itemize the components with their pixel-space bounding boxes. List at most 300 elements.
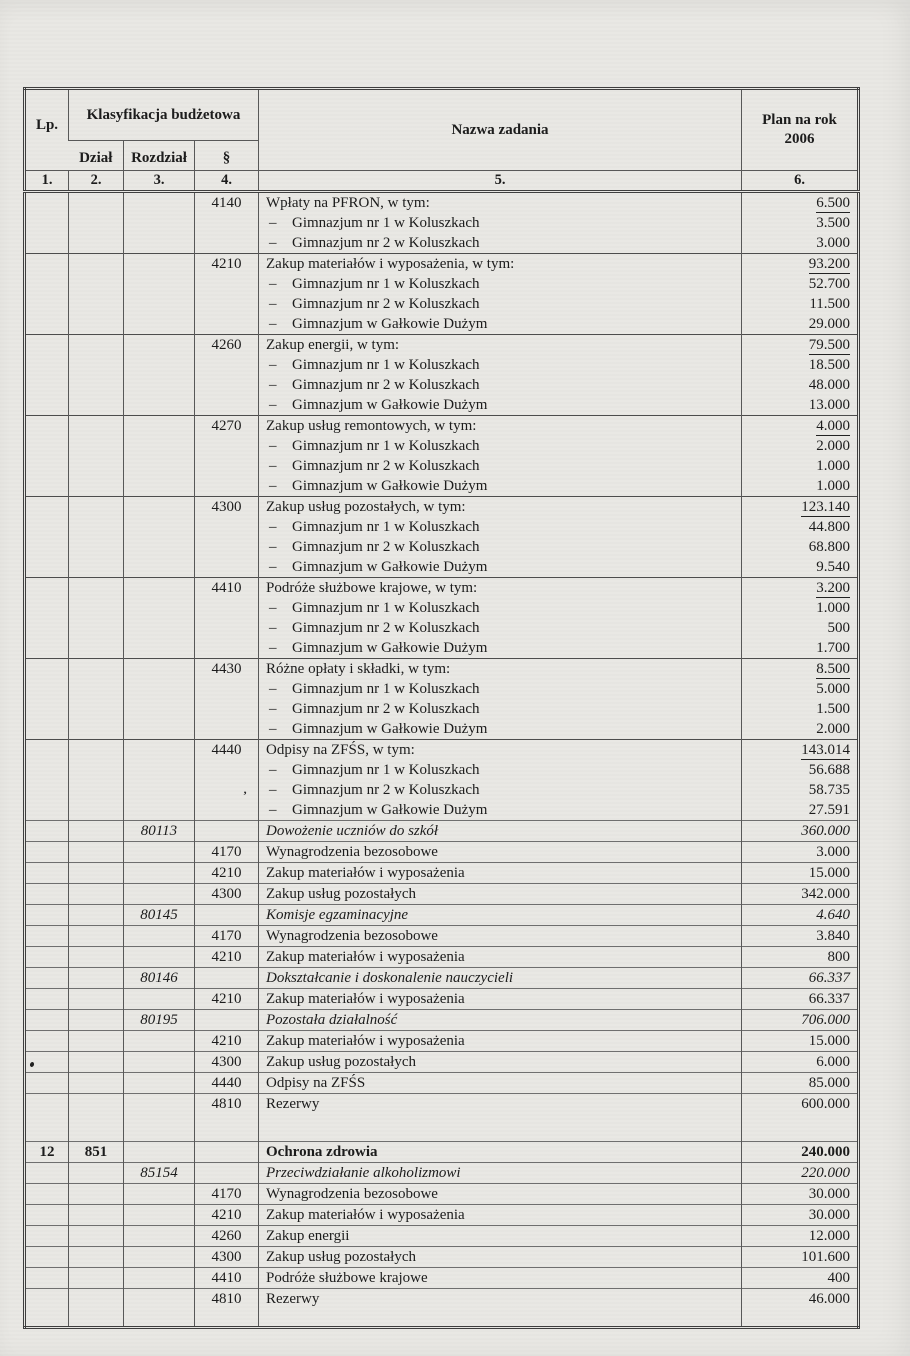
cell-val: 4.000 <box>742 416 859 437</box>
list-dash: – <box>269 437 277 454</box>
cell-par <box>195 314 259 335</box>
cell-val: 6.000 <box>742 1052 859 1073</box>
table-row <box>25 254 859 275</box>
cell-lp <box>25 537 69 557</box>
cell-val: 66.337 <box>742 968 859 989</box>
cell-name: – Gimnazjum nr 2 w Koluszkach <box>259 294 742 314</box>
cell-lp <box>25 740 69 761</box>
cell-val: 1.000 <box>742 476 859 497</box>
cell-dzial <box>69 375 124 395</box>
cell-lp <box>25 884 69 905</box>
col-number-4: 4. <box>195 171 259 192</box>
list-dash: – <box>269 761 277 778</box>
list-dash: – <box>269 538 277 555</box>
cell-name: Wynagrodzenia bezosobowe <box>259 842 742 863</box>
cell-par <box>195 760 259 780</box>
cell-lp <box>25 968 69 989</box>
cell-rozdzial <box>124 740 195 761</box>
cell-rozdzial: 80146 <box>124 968 195 989</box>
cell-rozdzial <box>124 1247 195 1268</box>
cell-rozdzial <box>124 989 195 1010</box>
cell-lp <box>25 659 69 680</box>
cell-rozdzial <box>124 800 195 821</box>
cell-par: 4810 <box>195 1094 259 1115</box>
cell-name <box>259 1309 742 1328</box>
table-row <box>25 537 859 557</box>
cell-name: Zakup materiałów i wyposażenia <box>259 1031 742 1052</box>
cell-rozdzial <box>124 537 195 557</box>
table-header <box>25 89 859 192</box>
cell-dzial <box>69 537 124 557</box>
cell-dzial <box>69 780 124 800</box>
cell-name: – Gimnazjum nr 1 w Koluszkach <box>259 760 742 780</box>
cell-rozdzial <box>124 1268 195 1289</box>
cell-name: Różne opłaty i składki, w tym: <box>259 659 742 680</box>
cell-lp <box>25 213 69 233</box>
cell-val: 2.000 <box>742 719 859 740</box>
cell-dzial <box>69 476 124 497</box>
cell-val: 66.337 <box>742 989 859 1010</box>
cell-rozdzial <box>124 578 195 599</box>
cell-par: 4410 <box>195 1268 259 1289</box>
cell-par <box>195 905 259 926</box>
table-row <box>25 476 859 497</box>
table-row <box>25 1184 859 1205</box>
cell-lp <box>25 638 69 659</box>
scan-artifact: ’ <box>243 788 247 802</box>
cell-lp <box>25 598 69 618</box>
cell-name: – Gimnazjum nr 1 w Koluszkach <box>259 436 742 456</box>
cell-rozdzial <box>124 1052 195 1073</box>
list-dash: – <box>269 234 277 251</box>
cell-par <box>195 456 259 476</box>
cell-rozdzial <box>124 375 195 395</box>
cell-name: – Gimnazjum w Gałkowie Dużym <box>259 719 742 740</box>
table-row <box>25 456 859 476</box>
table-body <box>25 192 859 1328</box>
cell-par: 4810 <box>195 1289 259 1310</box>
col-header-klasyfikacja: Klasyfikacja budżetowa <box>69 89 259 141</box>
col-header-paragraf: § <box>195 141 259 171</box>
list-dash: – <box>269 295 277 312</box>
cell-name: – Gimnazjum nr 1 w Koluszkach <box>259 355 742 375</box>
cell-val: 11.500 <box>742 294 859 314</box>
cell-dzial <box>69 1309 124 1328</box>
cell-val: 101.600 <box>742 1247 859 1268</box>
table-row <box>25 497 859 518</box>
cell-val: 93.200 <box>742 254 859 275</box>
cell-val: 500 <box>742 618 859 638</box>
cell-par: 4300 <box>195 1052 259 1073</box>
list-dash: – <box>269 396 277 413</box>
cell-name: Zakup materiałów i wyposażenia <box>259 1205 742 1226</box>
cell-lp <box>25 1073 69 1094</box>
table-row <box>25 740 859 761</box>
cell-lp <box>25 517 69 537</box>
cell-dzial <box>69 638 124 659</box>
cell-lp <box>25 355 69 375</box>
cell-val: 30.000 <box>742 1205 859 1226</box>
table-row <box>25 926 859 947</box>
cell-val: 12.000 <box>742 1226 859 1247</box>
table-row <box>25 1052 859 1073</box>
cell-name: Przeciwdziałanie alkoholizmowi <box>259 1163 742 1184</box>
list-dash: – <box>269 457 277 474</box>
cell-val: 85.000 <box>742 1073 859 1094</box>
cell-dzial <box>69 863 124 884</box>
cell-lp <box>25 557 69 578</box>
cell-name: – Gimnazjum nr 2 w Koluszkach <box>259 233 742 254</box>
cell-name: – Gimnazjum nr 1 w Koluszkach <box>259 679 742 699</box>
cell-rozdzial <box>124 497 195 518</box>
cell-par: 4210 <box>195 254 259 275</box>
cell-dzial <box>69 598 124 618</box>
table-row <box>25 699 859 719</box>
table-row <box>25 968 859 989</box>
cell-lp <box>25 863 69 884</box>
table-row <box>25 1247 859 1268</box>
cell-val: 13.000 <box>742 395 859 416</box>
cell-par: 4170 <box>195 926 259 947</box>
cell-par <box>195 638 259 659</box>
cell-rozdzial: 80113 <box>124 821 195 842</box>
cell-val: 240.000 <box>742 1142 859 1163</box>
cell-par <box>195 780 259 800</box>
cell-val <box>742 1114 859 1142</box>
cell-name: Dokształcanie i doskonalenie nauczycieli <box>259 968 742 989</box>
cell-val: 360.000 <box>742 821 859 842</box>
cell-lp <box>25 497 69 518</box>
cell-par: 4410 <box>195 578 259 599</box>
cell-rozdzial <box>124 618 195 638</box>
cell-rozdzial <box>124 476 195 497</box>
table-row <box>25 1073 859 1094</box>
cell-lp <box>25 456 69 476</box>
cell-rozdzial <box>124 780 195 800</box>
cell-name: Zakup energii, w tym: <box>259 335 742 356</box>
cell-rozdzial <box>124 1094 195 1115</box>
cell-val: 6.500 <box>742 192 859 214</box>
list-dash: – <box>269 781 277 798</box>
cell-lp <box>25 1289 69 1310</box>
cell-lp <box>25 1094 69 1115</box>
cell-lp <box>25 578 69 599</box>
col-header-nazwa-zadania: Nazwa zadania <box>259 89 742 171</box>
plan-label-year: 2006 <box>784 131 815 147</box>
cell-name: Zakup usług pozostałych <box>259 884 742 905</box>
cell-rozdzial <box>124 1309 195 1328</box>
table-row <box>25 375 859 395</box>
cell-dzial <box>69 947 124 968</box>
table-row <box>25 884 859 905</box>
cell-dzial <box>69 1184 124 1205</box>
cell-val: 46.000 <box>742 1289 859 1310</box>
list-dash: – <box>269 558 277 575</box>
cell-val: 44.800 <box>742 517 859 537</box>
cell-par <box>195 1163 259 1184</box>
cell-name: Podróże służbowe krajowe <box>259 1268 742 1289</box>
table-row <box>25 355 859 375</box>
cell-rozdzial <box>124 1114 195 1142</box>
cell-rozdzial <box>124 926 195 947</box>
cell-name: Zakup usług pozostałych <box>259 1247 742 1268</box>
cell-lp <box>25 1163 69 1184</box>
cell-lp <box>25 699 69 719</box>
cell-par <box>195 719 259 740</box>
table-row <box>25 989 859 1010</box>
cell-val: 79.500 <box>742 335 859 356</box>
cell-lp <box>25 294 69 314</box>
cell-par <box>195 699 259 719</box>
cell-dzial <box>69 968 124 989</box>
cell-par <box>195 233 259 254</box>
cell-val: 220.000 <box>742 1163 859 1184</box>
cell-val: 1.700 <box>742 638 859 659</box>
cell-rozdzial <box>124 213 195 233</box>
cell-dzial <box>69 1163 124 1184</box>
cell-lp <box>25 618 69 638</box>
cell-dzial <box>69 699 124 719</box>
table-row <box>25 436 859 456</box>
cell-val: 15.000 <box>742 1031 859 1052</box>
cell-name: Zakup usług remontowych, w tym: <box>259 416 742 437</box>
cell-dzial <box>69 233 124 254</box>
cell-name: Odpisy na ZFŚS, w tym: <box>259 740 742 761</box>
table-row <box>25 719 859 740</box>
cell-rozdzial <box>124 947 195 968</box>
cell-val: 3.000 <box>742 842 859 863</box>
table-row <box>25 1205 859 1226</box>
cell-name: Wynagrodzenia bezosobowe <box>259 1184 742 1205</box>
col-number-6: 6. <box>742 171 859 192</box>
cell-val: 5.000 <box>742 679 859 699</box>
table-row <box>25 1010 859 1031</box>
cell-lp <box>25 375 69 395</box>
col-header-dzial: Dział <box>79 150 113 166</box>
cell-val: 68.800 <box>742 537 859 557</box>
list-dash: – <box>269 639 277 656</box>
cell-val: 123.140 <box>742 497 859 518</box>
cell-lp <box>25 679 69 699</box>
cell-dzial <box>69 213 124 233</box>
cell-par <box>195 1309 259 1328</box>
cell-lp <box>25 416 69 437</box>
cell-dzial <box>69 294 124 314</box>
cell-rozdzial <box>124 699 195 719</box>
cell-par <box>195 598 259 618</box>
cell-par <box>195 679 259 699</box>
cell-par: 4210 <box>195 989 259 1010</box>
list-dash: – <box>269 518 277 535</box>
plan-label-line1: Plan na rok <box>762 111 837 128</box>
cell-par: 4430 <box>195 659 259 680</box>
cell-rozdzial <box>124 314 195 335</box>
cell-lp <box>25 1184 69 1205</box>
cell-par <box>195 355 259 375</box>
table-row <box>25 863 859 884</box>
cell-lp <box>25 254 69 275</box>
cell-name: – Gimnazjum nr 2 w Koluszkach <box>259 375 742 395</box>
cell-dzial <box>69 1031 124 1052</box>
cell-lp <box>25 760 69 780</box>
table-row <box>25 905 859 926</box>
cell-rozdzial <box>124 192 195 214</box>
list-dash: – <box>269 477 277 494</box>
cell-rozdzial <box>124 517 195 537</box>
cell-dzial <box>69 679 124 699</box>
cell-par <box>195 213 259 233</box>
cell-name: Rezerwy <box>259 1094 742 1115</box>
cell-name: – Gimnazjum nr 1 w Koluszkach <box>259 517 742 537</box>
table-row <box>25 557 859 578</box>
cell-val: 15.000 <box>742 863 859 884</box>
list-dash: – <box>269 599 277 616</box>
cell-par: 4210 <box>195 947 259 968</box>
table-row <box>25 821 859 842</box>
table-row <box>25 842 859 863</box>
cell-lp <box>25 314 69 335</box>
cell-dzial <box>69 740 124 761</box>
column-numbering-row <box>25 171 859 192</box>
cell-val: 342.000 <box>742 884 859 905</box>
table-row <box>25 517 859 537</box>
cell-par <box>195 476 259 497</box>
cell-dzial <box>69 1052 124 1073</box>
table-row <box>25 294 859 314</box>
cell-lp <box>25 1309 69 1328</box>
table-row <box>25 679 859 699</box>
cell-dzial <box>69 800 124 821</box>
cell-par <box>195 294 259 314</box>
cell-name: – Gimnazjum nr 2 w Koluszkach <box>259 456 742 476</box>
cell-lp <box>25 1268 69 1289</box>
table-row <box>25 780 859 800</box>
cell-val: 48.000 <box>742 375 859 395</box>
cell-rozdzial <box>124 395 195 416</box>
cell-par <box>195 274 259 294</box>
table-row <box>25 659 859 680</box>
table-row <box>25 1268 859 1289</box>
cell-rozdzial <box>124 1205 195 1226</box>
cell-name: Podróże służbowe krajowe, w tym: <box>259 578 742 599</box>
cell-dzial <box>69 989 124 1010</box>
cell-val: 18.500 <box>742 355 859 375</box>
cell-lp <box>25 947 69 968</box>
cell-name: – Gimnazjum nr 2 w Koluszkach <box>259 618 742 638</box>
cell-rozdzial <box>124 1073 195 1094</box>
cell-par: 4260 <box>195 1226 259 1247</box>
cell-rozdzial <box>124 638 195 659</box>
cell-dzial <box>69 578 124 599</box>
cell-rozdzial <box>124 679 195 699</box>
cell-par: 4210 <box>195 1031 259 1052</box>
table-row <box>25 598 859 618</box>
cell-val: 706.000 <box>742 1010 859 1031</box>
cell-rozdzial <box>124 294 195 314</box>
cell-par <box>195 1142 259 1163</box>
cell-rozdzial <box>124 598 195 618</box>
cell-lp <box>25 436 69 456</box>
cell-rozdzial <box>124 659 195 680</box>
list-dash: – <box>269 700 277 717</box>
cell-name: Zakup materiałów i wyposażenia, w tym: <box>259 254 742 275</box>
cell-rozdzial <box>124 1289 195 1310</box>
cell-lp <box>25 905 69 926</box>
table-row <box>25 213 859 233</box>
cell-rozdzial <box>124 416 195 437</box>
cell-dzial <box>69 517 124 537</box>
cell-par: 4260 <box>195 335 259 356</box>
cell-dzial <box>69 842 124 863</box>
cell-name: – Gimnazjum nr 1 w Koluszkach <box>259 213 742 233</box>
cell-dzial <box>69 1094 124 1115</box>
col-number-5: 5. <box>259 171 742 192</box>
cell-lp <box>25 926 69 947</box>
cell-name: Zakup materiałów i wyposażenia <box>259 863 742 884</box>
cell-lp <box>25 800 69 821</box>
col-number-1: 1. <box>25 171 69 192</box>
cell-name: Zakup usług pozostałych, w tym: <box>259 497 742 518</box>
col-header-plan-na-rok <box>742 89 859 171</box>
cell-val: 8.500 <box>742 659 859 680</box>
cell-name <box>259 1114 742 1142</box>
cell-val: 27.591 <box>742 800 859 821</box>
cell-dzial <box>69 884 124 905</box>
cell-dzial <box>69 254 124 275</box>
cell-name: Zakup materiałów i wyposażenia <box>259 947 742 968</box>
cell-name: – Gimnazjum w Gałkowie Dużym <box>259 476 742 497</box>
cell-rozdzial <box>124 233 195 254</box>
cell-name: Pozostała działalność <box>259 1010 742 1031</box>
cell-dzial <box>69 659 124 680</box>
header-row-1 <box>25 89 859 141</box>
cell-par <box>195 375 259 395</box>
cell-rozdzial <box>124 1184 195 1205</box>
cell-dzial <box>69 905 124 926</box>
cell-dzial <box>69 821 124 842</box>
cell-name: Zakup usług pozostałych <box>259 1052 742 1073</box>
table-row <box>25 395 859 416</box>
table-row <box>25 1226 859 1247</box>
cell-name: Zakup energii <box>259 1226 742 1247</box>
cell-dzial <box>69 926 124 947</box>
cell-val: 1.500 <box>742 699 859 719</box>
cell-dzial <box>69 1114 124 1142</box>
cell-lp <box>25 395 69 416</box>
cell-par <box>195 517 259 537</box>
cell-par: 4170 <box>195 842 259 863</box>
list-dash: – <box>269 680 277 697</box>
cell-val: 30.000 <box>742 1184 859 1205</box>
cell-lp <box>25 821 69 842</box>
cell-lp: 12 <box>25 1142 69 1163</box>
cell-rozdzial <box>124 863 195 884</box>
cell-dzial <box>69 416 124 437</box>
cell-par: 4170 <box>195 1184 259 1205</box>
cell-dzial <box>69 497 124 518</box>
cell-dzial <box>69 436 124 456</box>
cell-name: Rezerwy <box>259 1289 742 1310</box>
table-row <box>25 416 859 437</box>
table-row <box>25 192 859 214</box>
cell-rozdzial <box>124 557 195 578</box>
cell-dzial <box>69 557 124 578</box>
cell-dzial <box>69 335 124 356</box>
cell-val: 3.840 <box>742 926 859 947</box>
cell-val: 2.000 <box>742 436 859 456</box>
cell-lp <box>25 274 69 294</box>
cell-rozdzial: 80195 <box>124 1010 195 1031</box>
